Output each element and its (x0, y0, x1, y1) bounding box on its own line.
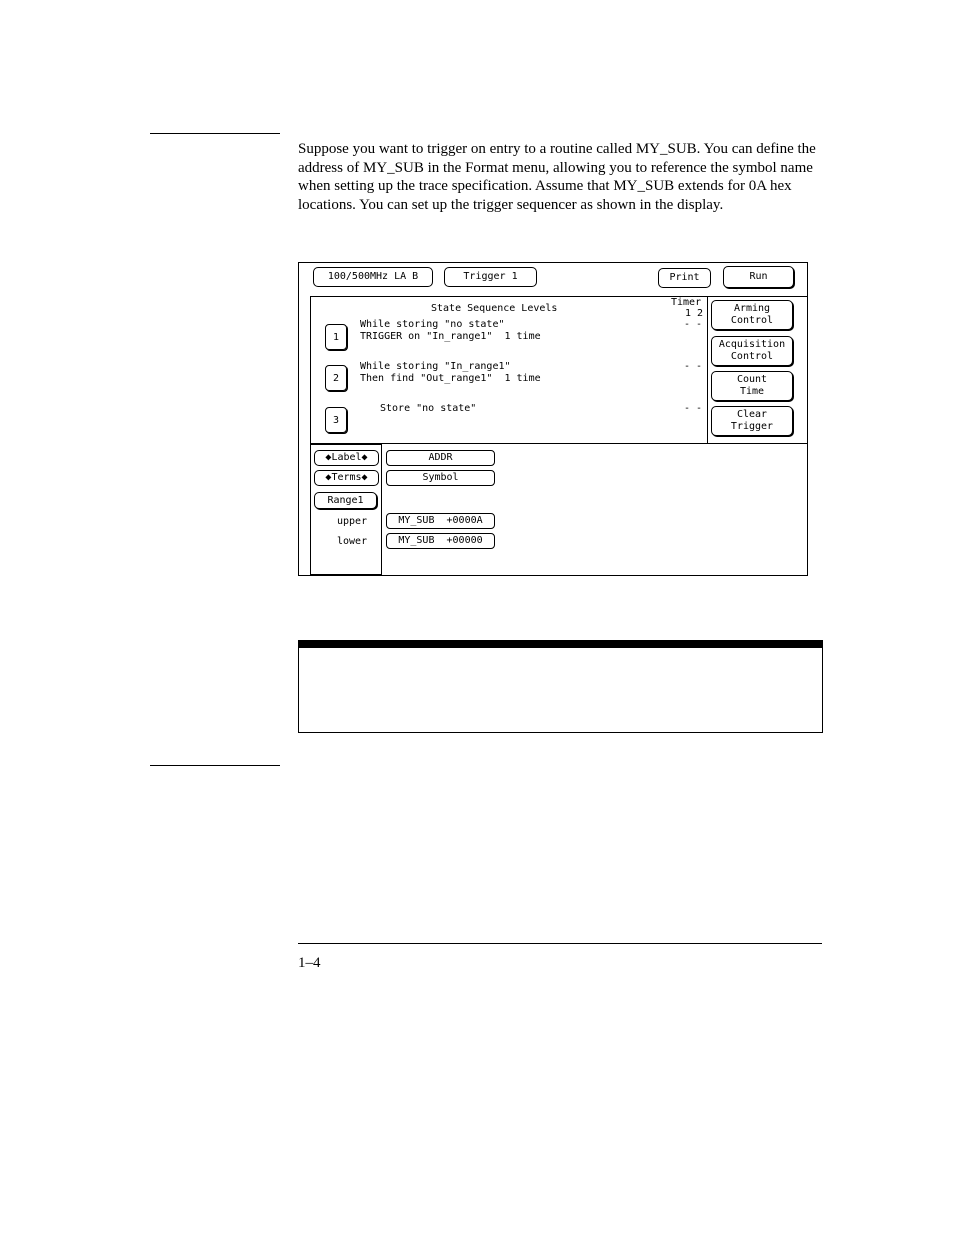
down-arrow-icon: ◆ (361, 472, 368, 483)
symbol-mode-field[interactable]: Symbol (386, 470, 495, 486)
range-button[interactable]: Range1 (314, 492, 377, 509)
note-box (298, 640, 823, 733)
arming-control-button[interactable]: Arming Control (711, 300, 793, 330)
label-scroll-button[interactable]: ◆ Label ◆ (314, 450, 379, 466)
note-box-header-bar (299, 641, 822, 648)
timer-header: Timer (671, 297, 702, 308)
count-time-button[interactable]: Count Time (711, 371, 793, 401)
level-2-timer: - - (684, 361, 703, 372)
trigger-screen-capture (298, 262, 808, 576)
level-3-button[interactable]: 3 (325, 407, 347, 433)
lower-value-field[interactable]: MY_SUB +00000 (386, 533, 495, 549)
level-2-line-1: While storing "In_range1" (360, 361, 511, 372)
upper-value-field[interactable]: MY_SUB +0000A (386, 513, 495, 529)
acquisition-control-button[interactable]: Acquisition Control (711, 336, 793, 366)
module-select-button[interactable]: 100/500MHz LA B (313, 267, 433, 287)
level-1-timer: - - (684, 319, 703, 330)
level-2-button[interactable]: 2 (325, 365, 347, 391)
up-arrow-icon: ◆ (325, 472, 332, 483)
menu-select-button[interactable]: Trigger 1 (444, 267, 537, 287)
clear-trigger-button[interactable]: Clear Trigger (711, 406, 793, 436)
run-button[interactable]: Run (723, 266, 794, 288)
margin-rule-top (150, 133, 280, 134)
page-number: 1–4 (298, 955, 321, 971)
print-button[interactable]: Print (658, 268, 711, 288)
timer-columns: 1 2 (685, 308, 704, 319)
body-paragraph: Suppose you want to trigger on entry to a routine called MY_SUB. You can define the address of MY_SUB in the Format menu, allowing you to reference the symbol name when setting up the trace specification. Assume that MY_SUB extends for 0A hex locations. You can set up the trigger sequencer as shown in the display. (298, 141, 816, 213)
level-2-line-2: Then find "Out_range1" 1 time (360, 373, 541, 384)
addr-label-field[interactable]: ADDR (386, 450, 495, 466)
left-arrow-icon: ◆ (325, 452, 332, 463)
level-3-timer: - - (684, 403, 703, 414)
upper-label: upper (337, 516, 368, 527)
level-1-line-1: While storing "no state" (360, 319, 505, 330)
level-1-button[interactable]: 1 (325, 324, 347, 350)
level-1-line-2: TRIGGER on "In_range1" 1 time (360, 331, 541, 342)
level-3-line-1: Store "no state" (380, 403, 477, 414)
sequence-panel-divider (707, 296, 708, 444)
right-arrow-icon: ◆ (361, 452, 368, 463)
footer-rule (298, 943, 822, 944)
margin-rule-middle (150, 765, 280, 766)
terms-scroll-button[interactable]: ◆ Terms ◆ (314, 470, 379, 486)
lower-label: lower (337, 536, 368, 547)
sequence-title: State Sequence Levels (431, 303, 558, 314)
